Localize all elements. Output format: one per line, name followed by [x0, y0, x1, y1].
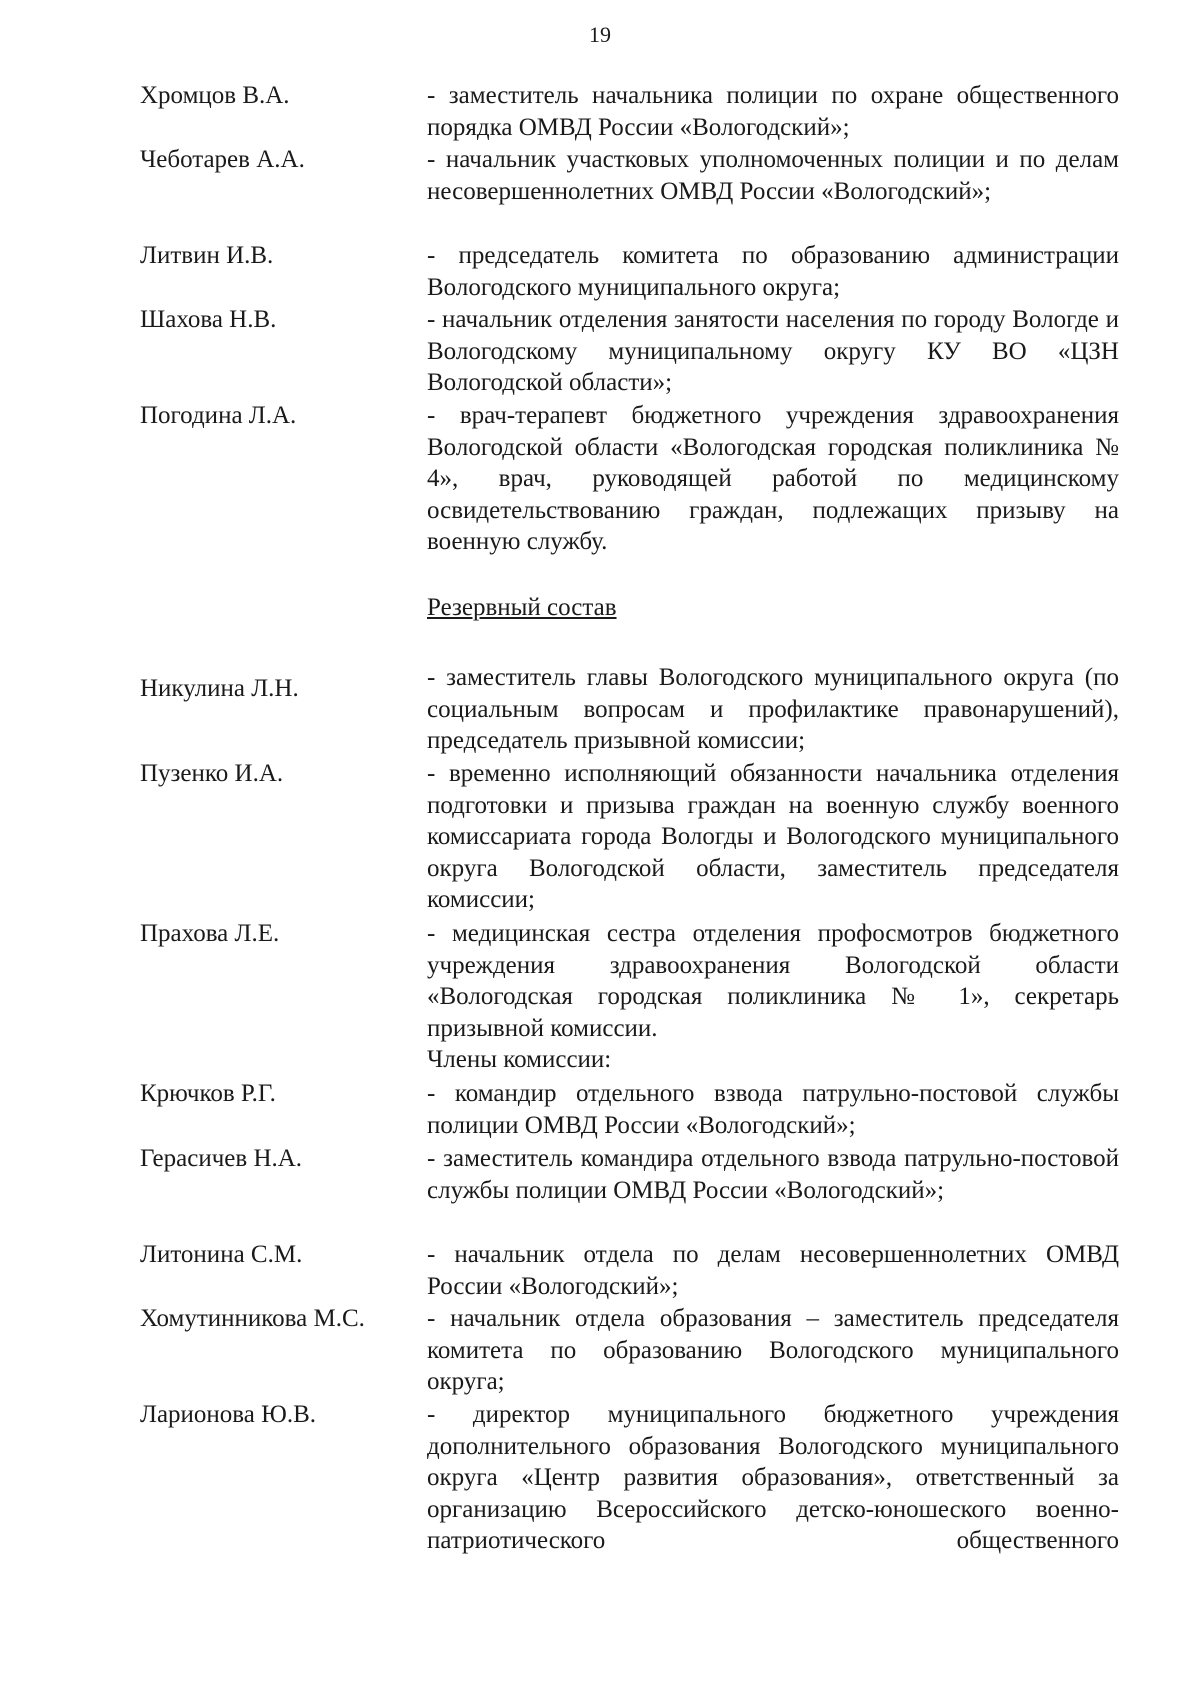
- member-position: - медицинская сестра отделения профосмотров бюджетного учреждения здравоохранения Вологодской области «Вологодская городская поликлиника № 1», секретарь призывной комиссии.: [427, 920, 1119, 1042]
- member-name: Ларионова Ю.В.: [140, 1401, 317, 1428]
- member-name: Шахова Н.В.: [140, 306, 277, 333]
- page-number: 19: [589, 22, 611, 47]
- member-name: Хромцов В.А.: [140, 82, 290, 109]
- member-position: - директор муниципального бюджетного учреждения дополнительного образования Вологодского муниципального округа «Центр развития образования», ответственный за организацию Всероссийского детско-юношеского военно-патриотического общественного: [427, 1401, 1119, 1555]
- member-position: - председатель комитета по образованию администрации Вологодского муниципального округа;: [427, 242, 1119, 301]
- member-position: - начальник отдела образования – заместитель председателя комитета по образованию Вологодского муниципального округа;: [427, 1305, 1119, 1396]
- member-name: Прахова Л.Е.: [140, 920, 280, 947]
- member-position: - заместитель главы Вологодского муниципального округа (по социальным вопросам и профилактике правонарушений), председатель призывной комиссии;: [427, 664, 1119, 755]
- member-position: - временно исполняющий обязанности начальника отделения подготовки и призыва граждан на военную службу военного комиссариата города Вологды и Вологодского муниципального округа Вологодской области, заместитель председателя комиссии;: [427, 760, 1119, 914]
- section-heading-reserve: Резервный состав: [427, 594, 617, 621]
- member-name: Герасичев Н.А.: [140, 1145, 303, 1172]
- member-name: Литонина С.М.: [140, 1241, 303, 1268]
- member-name: Литвин И.В.: [140, 242, 274, 269]
- member-name: Погодина Л.А.: [140, 402, 297, 429]
- member-position: - командир отдельного взвода патрульно-постовой службы полиции ОМВД России «Вологодский»;: [427, 1080, 1119, 1139]
- member-name: Чеботарев А.А.: [140, 146, 305, 173]
- member-name: Крючков Р.Г.: [140, 1080, 276, 1107]
- member-position: - заместитель командира отдельного взвода патрульно-постовой службы полиции ОМВД России «Вологодский»;: [427, 1145, 1119, 1204]
- member-name: Хомутинникова М.С.: [140, 1305, 365, 1332]
- members-label: Члены комиссии:: [427, 1046, 612, 1073]
- member-position: - врач-терапевт бюджетного учреждения здравоохранения Вологодской области «Вологодская городская поликлиника № 4», врач, руководящей работой по медицинскому освидетельствованию граждан, подлежащих призыву на военную службу.: [427, 402, 1119, 556]
- member-name: Пузенко И.А.: [140, 760, 284, 787]
- member-position: - начальник участковых уполномоченных полиции и по делам несовершеннолетних ОМВД России «Вологодский»;: [427, 146, 1119, 205]
- member-name: Никулина Л.Н.: [140, 675, 299, 702]
- member-position: - начальник отдела по делам несовершеннолетних ОМВД России «Вологодский»;: [427, 1241, 1119, 1300]
- member-position: - начальник отделения занятости населения по городу Вологде и Вологодскому муниципальному округу КУ ВО «ЦЗН Вологодской области»;: [427, 306, 1119, 397]
- member-position: - заместитель начальника полиции по охране общественного порядка ОМВД России «Вологодский»;: [427, 82, 1119, 141]
